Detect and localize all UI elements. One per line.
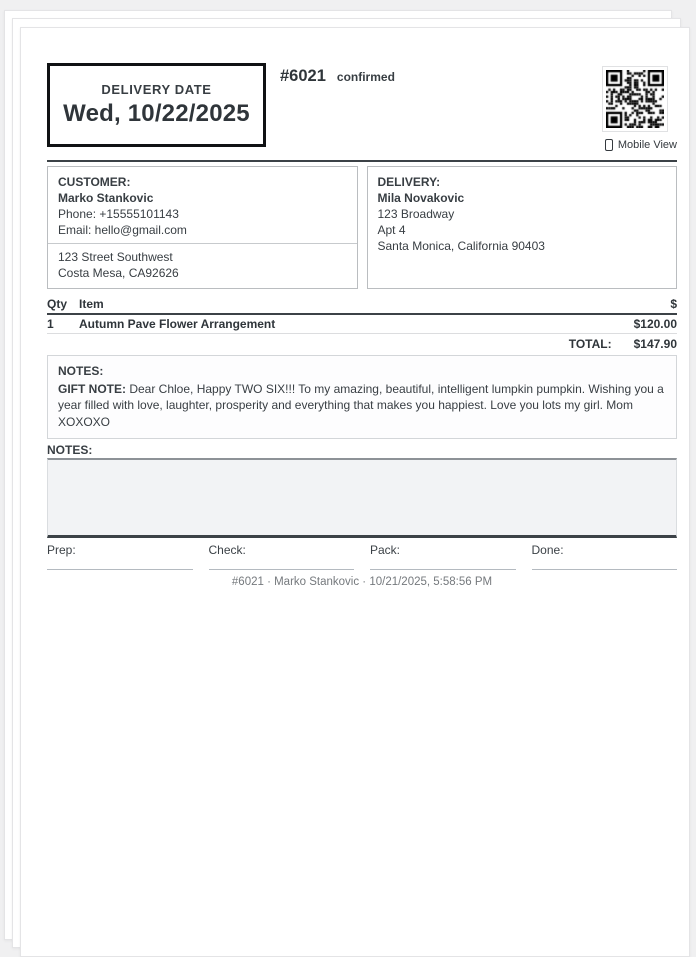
qr-frame xyxy=(602,66,668,132)
price-column-header: $ xyxy=(670,297,677,311)
signoff-section xyxy=(47,543,677,570)
check-field: Check: xyxy=(209,543,355,570)
delivery-heading: DELIVERY: xyxy=(377,175,441,189)
address-section xyxy=(47,166,677,289)
customer-box xyxy=(47,166,358,289)
total-value: $147.90 xyxy=(633,337,677,351)
total-row xyxy=(47,334,677,353)
qty-column-header: Qty xyxy=(47,297,68,311)
order-status-badge: confirmed xyxy=(336,70,395,84)
phone-icon xyxy=(605,139,613,151)
customer-address-line2: Costa Mesa, CA92626 xyxy=(58,266,179,280)
items-table-header xyxy=(47,297,677,315)
customer-email: Email: hello@gmail.com xyxy=(58,223,187,237)
second-notes-heading: NOTES: xyxy=(47,443,93,457)
total-label: TOTAL: xyxy=(568,337,612,351)
qr-section xyxy=(602,63,677,151)
mobile-view-label-row xyxy=(605,139,677,151)
prep-field: Prep: xyxy=(47,543,193,570)
item-qty: 1 xyxy=(47,317,54,331)
item-price: $120.00 xyxy=(633,317,677,331)
gift-note-text: Dear Chloe, Happy TWO SIX!!! To my amazing, beautiful, intelligent lumpkin pumpkin. Wishing you a year filled with love, laughter, prosperity and everything that makes you happiest. Love you lots my girl. Mom XOXOXO xyxy=(58,381,664,429)
order-info xyxy=(280,63,395,86)
qr-code xyxy=(606,70,664,128)
customer-divider xyxy=(48,243,357,244)
empty-notes-area xyxy=(47,458,677,538)
mobile-view-label: Mobile View xyxy=(617,139,677,151)
order-number: #6021 xyxy=(280,67,326,85)
gift-note-label: GIFT NOTE: xyxy=(58,381,126,396)
customer-address-line1: 123 Street Southwest xyxy=(58,250,173,264)
delivery-date-value: Wed, 10/22/2025 xyxy=(63,100,250,127)
delivery-address-line2: Apt 4 xyxy=(377,223,406,237)
item-name: Autumn Pave Flower Arrangement xyxy=(79,317,276,331)
delivery-address-line3: Santa Monica, California 90403 xyxy=(377,239,545,253)
gift-note-paragraph xyxy=(58,381,666,431)
notes-heading: NOTES: xyxy=(58,364,104,378)
delivery-address-line1: 123 Broadway xyxy=(377,207,455,221)
items-table xyxy=(47,297,677,353)
document-header xyxy=(47,63,677,153)
customer-heading: CUSTOMER: xyxy=(58,175,131,189)
table-row xyxy=(47,315,677,334)
header-divider xyxy=(47,160,677,162)
gift-notes-box xyxy=(47,355,677,439)
customer-phone: Phone: +15555101143 xyxy=(58,207,179,221)
pack-field: Pack: xyxy=(370,543,516,570)
delivery-date-box xyxy=(47,63,266,147)
done-field: Done: xyxy=(532,543,678,570)
order-document-page xyxy=(20,27,690,957)
delivery-box xyxy=(367,166,678,289)
delivery-date-label: DELIVERY DATE xyxy=(101,82,212,97)
document-footer-summary: #6021 · Marko Stankovic · 10/21/2025, 5:58:56 PM xyxy=(231,576,493,588)
item-column-header: Item xyxy=(79,297,104,311)
customer-name: Marko Stankovic xyxy=(58,191,154,205)
delivery-name: Mila Novakovic xyxy=(377,191,465,205)
